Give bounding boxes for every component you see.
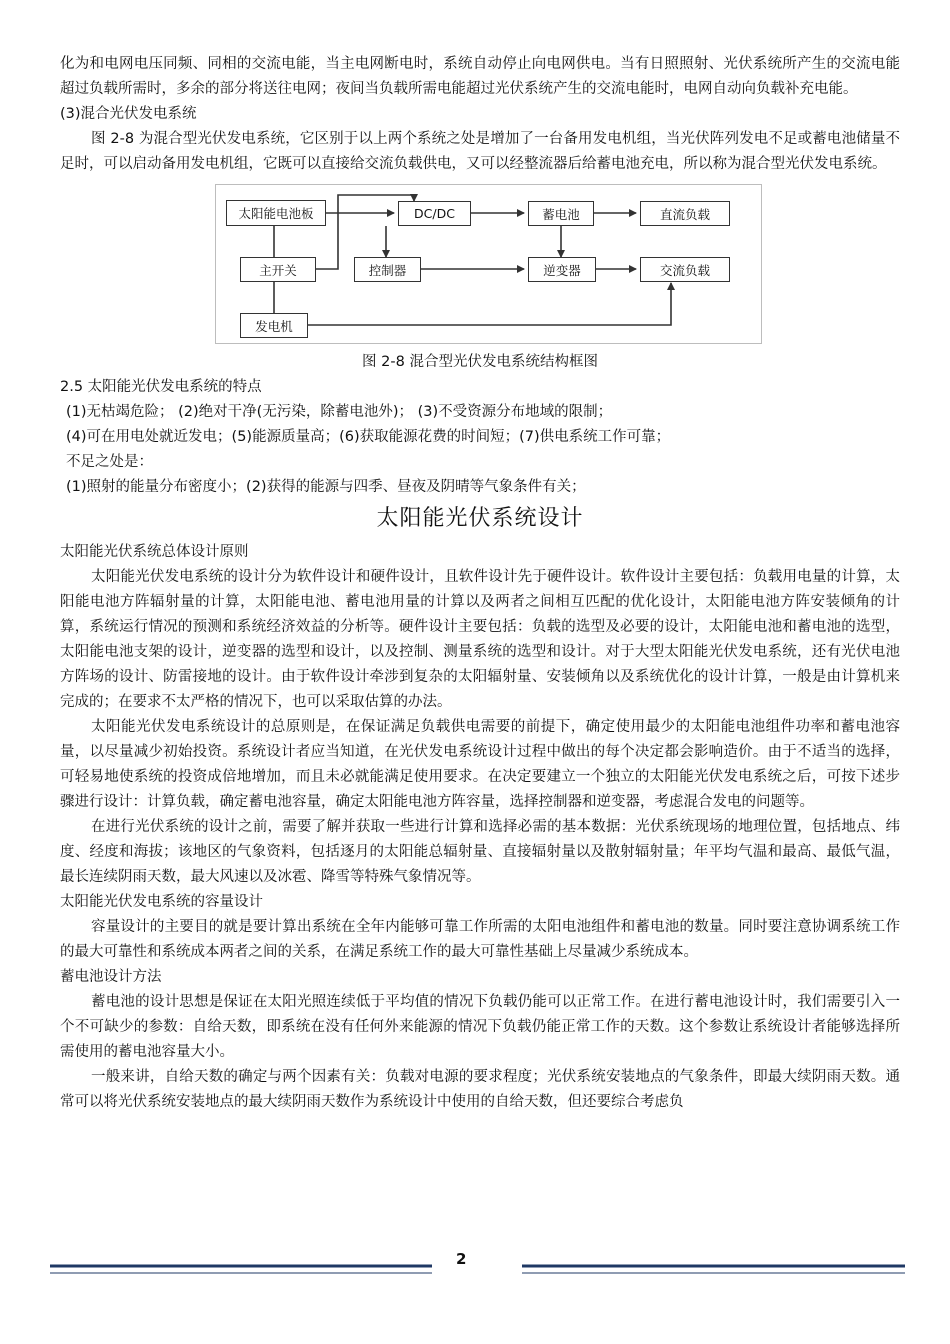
heading-hybrid-system: (3)混合光伏发电系统: [60, 106, 197, 122]
paragraph-battery-design-2: 一般来讲，自给天数的确定与两个因素有关：负载对电源的要求程度；光伏系统安装地点的气象条件，即最大续阴雨天数。通常可以将光伏系统安装地点的最大续阴雨天数作为系统设计中使用的自给天数，但还要综合考虑负: [60, 1069, 900, 1110]
section-title: 太阳能光伏系统设计: [376, 506, 584, 531]
paragraph-hybrid-system: 图 2-8 为混合型光伏发电系统，它区别于以上两个系统之处是增加了一台备用发电机组，当光伏阵列发电不足或蓄电池储量不足时，可以启动备用发电机组，它既可以直接给交流负载供电，又可以经整流器后给蓄电池充电，所以称为混合型光伏发电系统。: [60, 131, 900, 172]
paragraph-capacity-design: 容量设计的主要目的就是要计算出系统在全年内能够可靠工作所需的太阳电池组件和蓄电池的数量。同时要注意协调系统工作的最大可靠性和系统成本两者之间的关系，在满足系统工作的最大可靠性基础上尽量减少系统成本。: [60, 919, 900, 960]
heading-design-principle: 太阳能光伏系统总体设计原则: [60, 544, 249, 560]
footer-rules: [0, 1250, 950, 1290]
paragraph-grid-tied-end: 化为和电网电压同频、同相的交流电能，当主电网断电时，系统自动停止向电网供电。当有日照照射、光伏系统所产生的交流电能超过负载所需时，多余的部分将送往电网；夜间当负载所需电能超过光伏系统产生的交流电能时，电网自动向负载补充电能。: [60, 56, 900, 97]
box-controller: 控制器: [354, 257, 421, 282]
heading-battery-design: 蓄电池设计方法: [60, 969, 162, 985]
hybrid-system-block-diagram: [215, 184, 762, 344]
paragraph-design-principle-3: 在进行光伏系统的设计之前，需要了解并获取一些进行计算和选择必需的基本数据：光伏系统现场的地理位置，包括地点、纬度、经度和海拔；该地区的气象资料，包括逐月的太阳能总辐射量、直接辐射量以及散射辐射量；年平均气温和最高、最低气温，最长连续阴雨天数，最大风速以及冰雹、降雪等特殊气象情况等。: [60, 819, 900, 885]
paragraph-design-principle-2: 太阳能光伏发电系统设计的总原则是，在保证满足负载供电需要的前提下，确定使用最少的太阳能电池组件功率和蓄电池容量，以尽量减少初始投资。系统设计者应当知道，在光伏发电系统设计过程中做出的每个决定都会影响造价。由于不适当的选择，可轻易地使系统的投资成倍地增加，而且未必就能满足使用要求。在决定要建立一个独立的太阳能光伏发电系统之后，可按下述步骤进行设计：计算负载，确定蓄电池容量，确定太阳能电池方阵容量，选择控制器和逆变器，考虑混合发电的问题等。: [60, 719, 900, 810]
box-main-switch: 主开关: [240, 257, 316, 282]
heading-capacity-design: 太阳能光伏发电系统的容量设计: [60, 894, 263, 910]
heading-features: 2.5 太阳能光伏发电系统的特点: [60, 379, 262, 395]
document-page: [60, 52, 900, 1115]
box-battery: 蓄电池: [528, 201, 594, 226]
box-solar-panel: 太阳能电池板: [226, 200, 326, 226]
box-dcdc: DC/DC: [398, 201, 471, 226]
box-generator: 发电机: [240, 313, 308, 338]
paragraph-battery-design-1: 蓄电池的设计思想是保证在太阳光照连续低于平均值的情况下负载仍能可以正常工作。在进行蓄电池设计时，我们需要引入一个不可缺少的参数：自给天数，即系统在没有任何外来能源的情况下负载仍能正常工作的天数。这个参数让系统设计者能够选择所需使用的蓄电池容量大小。: [60, 994, 900, 1060]
box-ac-load: 交流负载: [640, 257, 730, 282]
feature-line-2: (4)可在用电处就近发电；(5)能源质量高；(6)获取能源花费的时间短；(7)供电系统工作可靠；: [66, 429, 671, 445]
arrow-generator-to-acload: [308, 283, 671, 325]
page-footer: [0, 1250, 950, 1290]
paragraph-design-principle-1: 太阳能光伏发电系统的设计分为软件设计和硬件设计，且软件设计先于硬件设计。软件设计主要包括：负载用电量的计算，太阳能电池方阵辐射量的计算，太阳能电池、蓄电池用量的计算以及两者之间相互匹配的优化设计，太阳能电池方阵安装倾角的计算，系统运行情况的预测和系统经济效益的分析等。硬件设计主要包括：负载的选型及必要的设计，太阳能电池和蓄电池的选型，太阳能电池支架的设计，逆变器的选型和设计，以及控制、测量系统的选型和设计。对于大型太阳能光伏发电系统，还有光伏电池方阵场的设计、防雷接地的设计。由于软件设计牵涉到复杂的太阳辐射量、安装倾角以及系统优化的设计计算，一般是由计算机来完成的；在要求不太严格的情况下，也可以采取估算的办法。: [60, 569, 900, 710]
page-number: 2: [456, 1250, 467, 1268]
box-dc-load: 直流负载: [640, 201, 730, 226]
feature-line-1: (1)无枯竭危险； (2)绝对干净(无污染，除蓄电池外)； (3)不受资源分布地域的限制；: [66, 404, 613, 420]
feature-shortcomings-label: 不足之处是：: [66, 454, 153, 470]
box-inverter: 逆变器: [528, 257, 596, 282]
figure-caption: 图 2-8 混合型光伏发电系统结构框图: [362, 354, 598, 370]
feature-line-shortcomings: (1)照射的能量分布密度小；(2)获得的能源与四季、昼夜及阴晴等气象条件有关；: [66, 479, 586, 495]
